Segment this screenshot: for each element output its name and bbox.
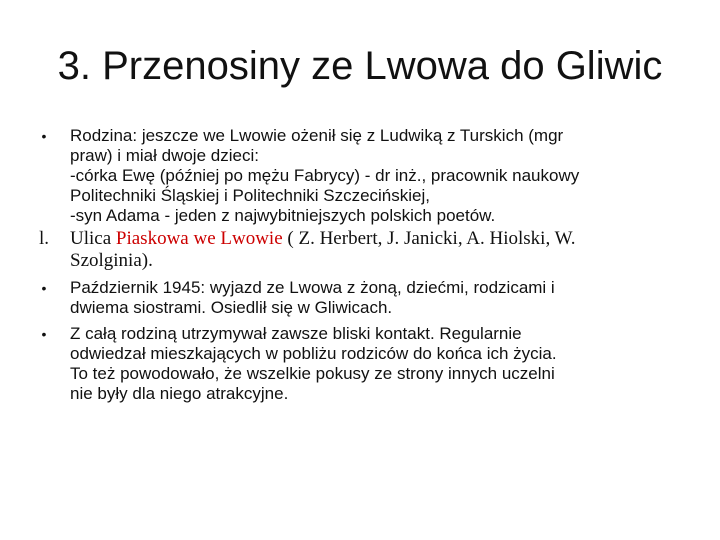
list-item-street (32, 228, 692, 272)
slide-title: 3. Przenosiny ze Lwowa do Gliwic (57, 44, 663, 88)
street-prefix: Ulica (70, 228, 116, 249)
street-suffix: ( Z. Herbert, J. Janicki, A. Hiolski, W. (282, 228, 576, 249)
text-line: To też powodowało, że wszelkie pokusy ze strony innych uczelni (70, 364, 555, 383)
bullet-marker: • (41, 280, 47, 296)
text-line: Politechniki Śląskiej i Politechniki Szczecińskiej, (70, 186, 430, 205)
bullet-family (32, 126, 692, 226)
text-line: Rodzina: jeszcze we Lwowie ożenił się z Ludwiką z Turskich (mgr (70, 126, 564, 145)
text-line: Październik 1945: wyjazd ze Lwowa z żoną, dziećmi, rodzicami i (70, 278, 555, 297)
bullet-contact (32, 324, 692, 404)
text-line (70, 228, 692, 250)
text-line: praw) i miał dwoje dzieci: (70, 146, 259, 165)
text-line: -córka Ewę (później po mężu Fabrycy) - dr inż., pracownik naukowy (70, 166, 580, 185)
list-marker: l. (38, 228, 50, 249)
slide-body (32, 126, 692, 404)
bullet-marker: • (41, 128, 47, 144)
text-line: nie były dla niego atrakcyjne. (70, 384, 289, 403)
bullet-marker: • (41, 326, 47, 342)
street-highlight: Piaskowa we Lwowie (115, 228, 283, 249)
text-line: Szolginia). (70, 250, 153, 271)
text-line: -syn Adama - jeden z najwybitniejszych polskich poetów. (70, 206, 496, 225)
bullet-move (32, 278, 692, 318)
text-line: odwiedzał mieszkających w pobliżu rodziców do końca ich życia. (70, 344, 557, 363)
text-line: Z całą rodziną utrzymywał zawsze bliski kontakt. Regularnie (70, 324, 522, 343)
text-line: dwiema siostrami. Osiedlił się w Gliwicach. (70, 298, 393, 317)
